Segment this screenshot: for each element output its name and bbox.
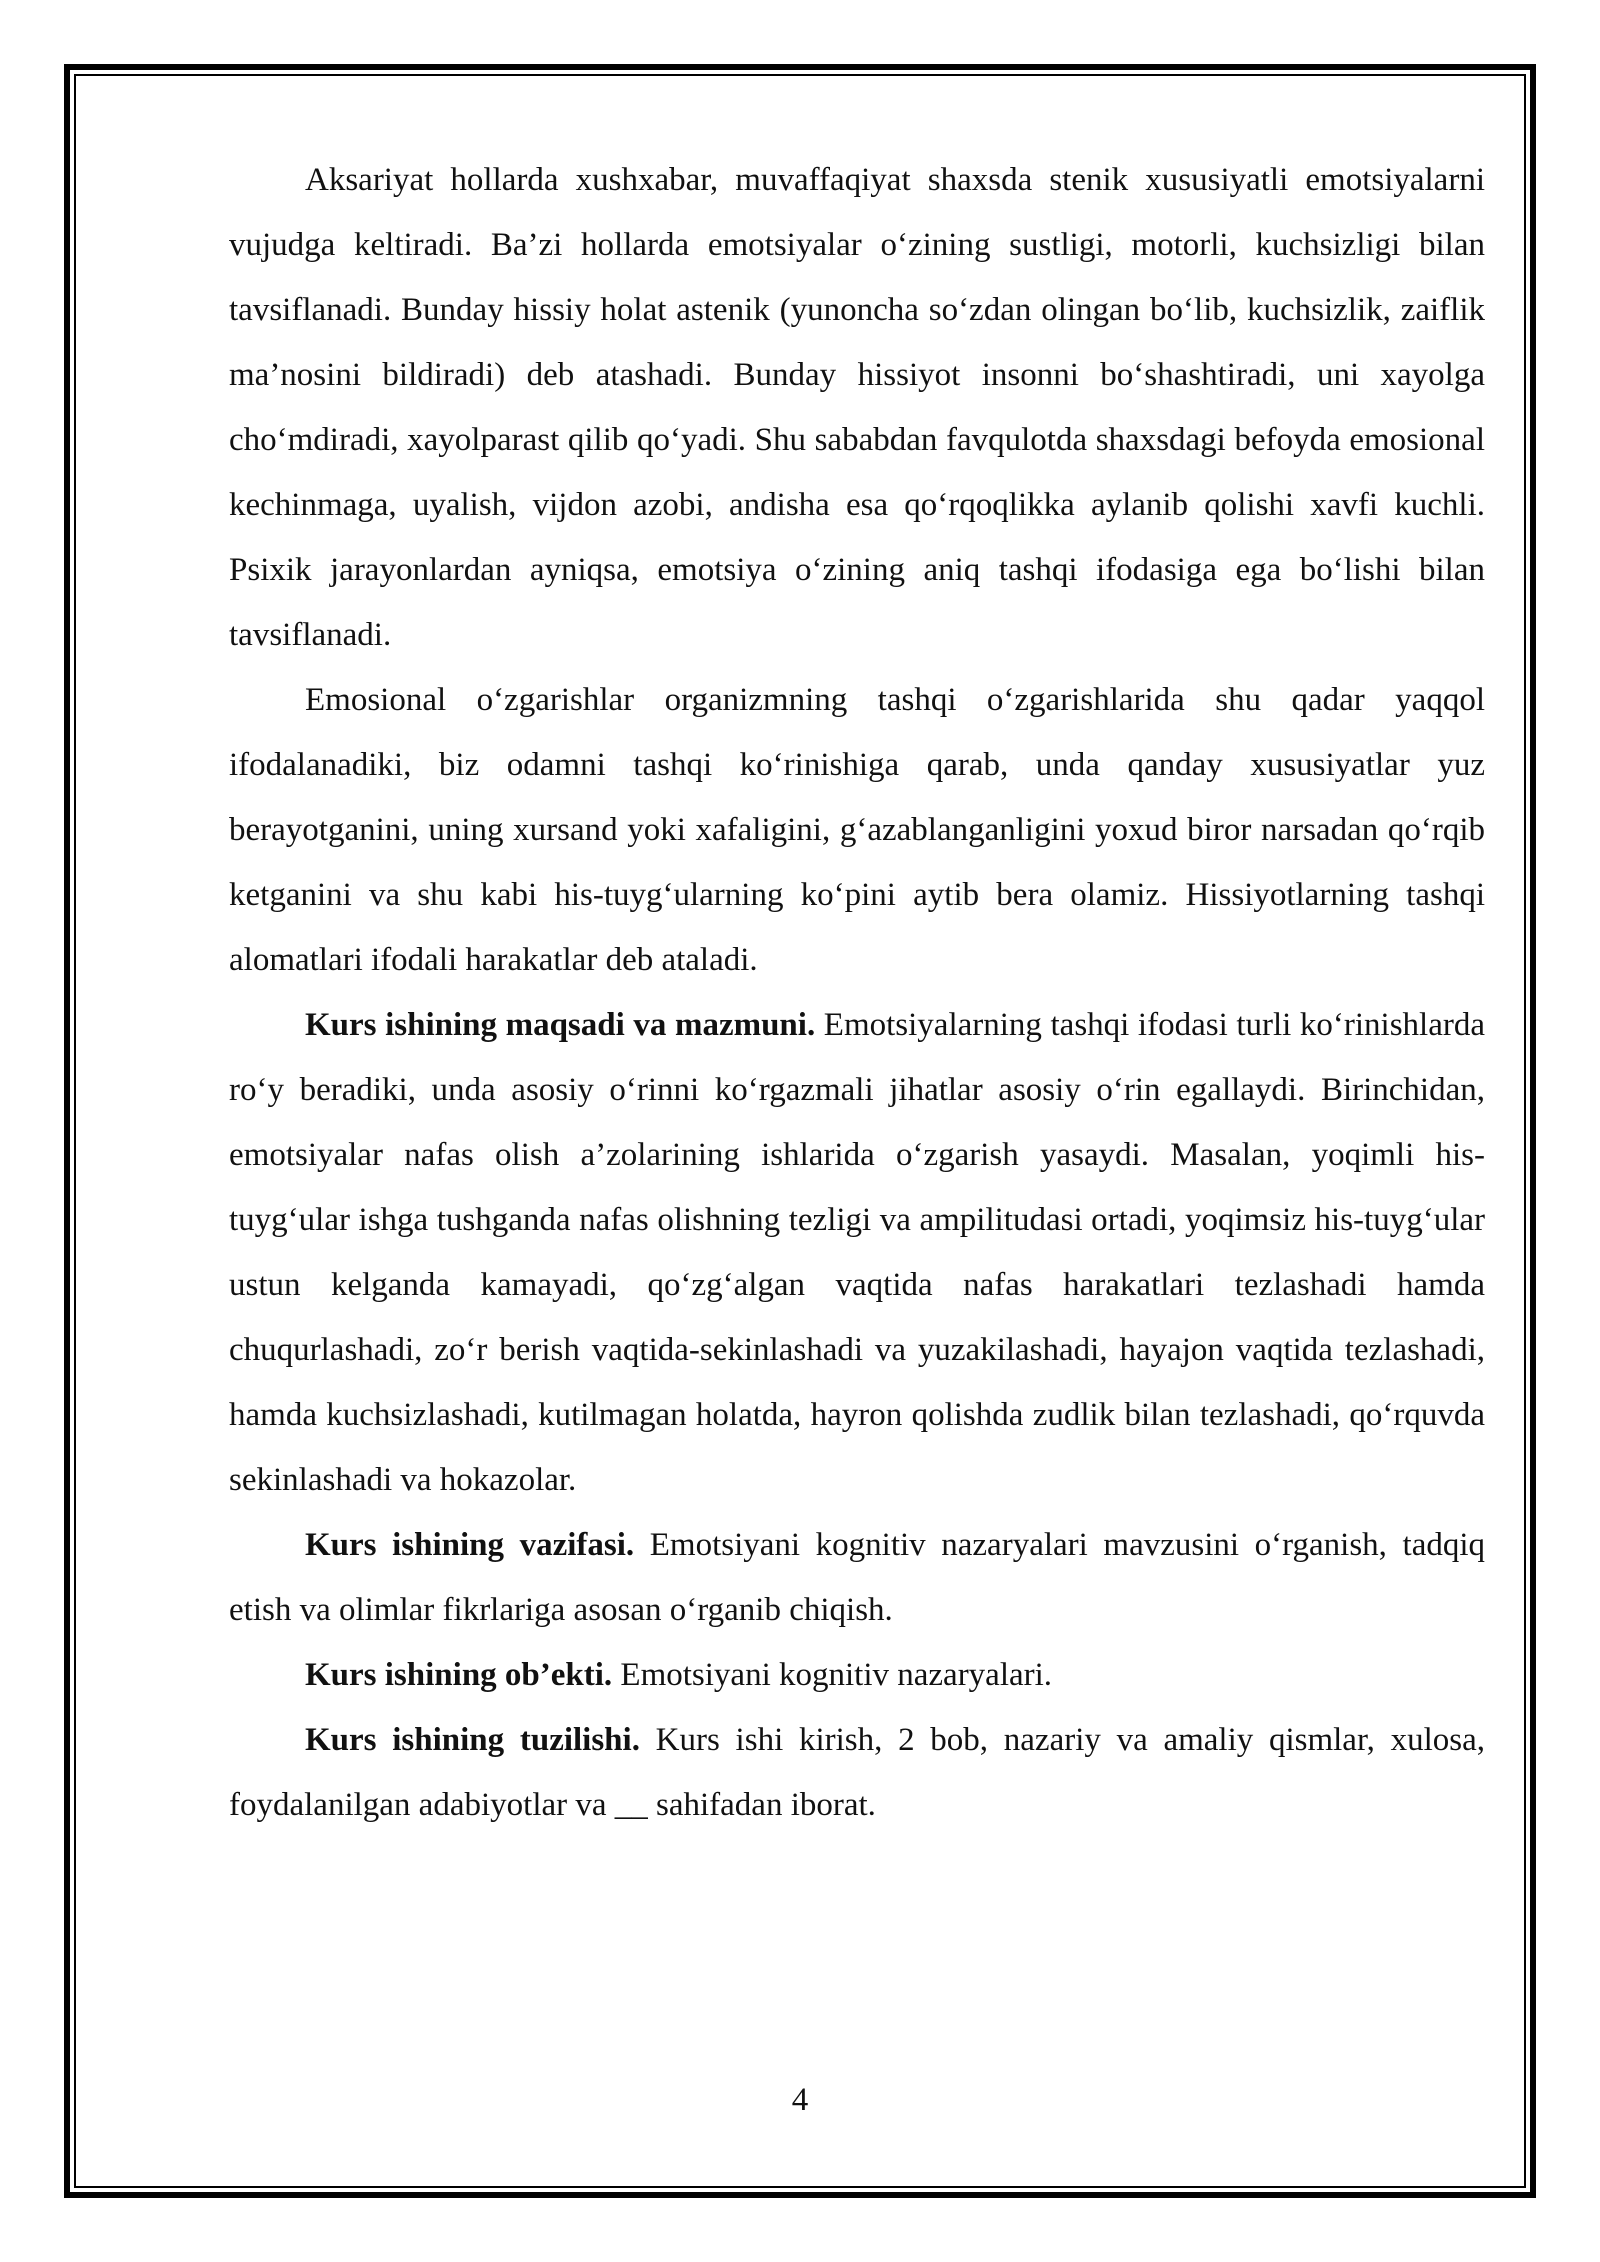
paragraph-text: Kurs ishi kirish, 2 bob, nazariy va amaliy qismlar, xulosa, foydalanilgan adabiyotlar va __ sahifadan iborat.	[229, 1722, 1485, 1823]
paragraph-text: Aksariyat hollarda xushxabar, muvaffaqiyat shaxsda stenik xususiyatli emotsiyalarni vujudga keltiradi. Ba’zi hollarda emotsiyalar o‘zining sustligi, motorli, kuchsizligi bilan tavsiflanadi. Bunday hissiy holat astenik (yunoncha so‘zdan olingan bo‘lib, kuchsizlik, zaiflik ma’nosini bildiradi) deb atashadi. Bunday hissiyot insonni bo‘shashtiradi, uni xayolga cho‘mdiradi, xayolparast qilib qo‘yadi. Shu sababdan favqulotda shaxsdagi befoyda emosional kechinmaga, uyalish, vijdon azobi, andisha esa qo‘rqoqlikka aylanib qolishi xavfi kuchli. Psixik jarayonlardan ayniqsa, emotsiya o‘zining aniq tashqi ifodasiga ega bo‘lishi bilan tavsiflanadi.	[229, 162, 1485, 653]
paragraph-lead-heading: Kurs ishining tuzilishi.	[305, 1722, 640, 1758]
paragraph-object	[229, 1643, 1485, 1708]
document-body	[229, 148, 1485, 1838]
paragraph-structure	[229, 1708, 1485, 1838]
paragraph-text: Emotsiyani kognitiv nazaryalari mavzusini o‘rganish, tadqiq etish va olimlar fikrlariga asosan o‘rganib chiqish.	[229, 1527, 1486, 1628]
paragraph-goal-and-content	[229, 993, 1485, 1513]
page-number: 4	[791, 2082, 809, 2118]
paragraph-text: Emotsiyani kognitiv nazaryalari.	[612, 1657, 1053, 1693]
paragraph-lead-heading: Kurs ishining ob’ekti.	[305, 1657, 613, 1693]
paragraph-lead-heading: Kurs ishining vazifasi.	[305, 1527, 635, 1563]
paragraph-task	[229, 1513, 1485, 1643]
paragraph-text: Emosional o‘zgarishlar organizmning tashqi o‘zgarishlarida shu qadar yaqqol ifodalanadiki, biz odamni tashqi ko‘rinishiga qarab, unda qanday xususiyatlar yuz berayotganini, uning xursand yoki xafaligini, g‘azablanganligini yoxud biror narsadan qo‘rqib ketganini va shu kabi his-tuyg‘ularning ko‘pini aytib bera olamiz. Hissiyotlarning tashqi alomatlari ifodali harakatlar deb ataladi.	[229, 682, 1485, 978]
paragraph-1	[229, 148, 1485, 668]
paragraph-2	[229, 668, 1485, 993]
paragraph-lead-heading: Kurs ishining maqsadi va mazmuni.	[305, 1007, 816, 1043]
paragraph-text: Emotsiyalarning tashqi ifodasi turli ko‘rinishlarda ro‘y beradiki, unda asosiy o‘rinni ko‘rgazmali jihatlar asosiy o‘rin egallaydi. Birinchidan, emotsiyalar nafas olish a’zolarining ishlarida o‘zgarish yasaydi. Masalan, yoqimli his-tuyg‘ular ishga tushganda nafas olishning tezligi va ampilitudasi ortadi, yoqimsiz his-tuyg‘ular ustun kelganda kamayadi, qo‘zg‘algan vaqtida nafas harakatlari tezlashadi hamda chuqurlashadi, zo‘r berish vaqtida-sekinlashadi va yuzakilashadi, hayajon vaqtida tezlashadi, hamda kuchsizlashadi, kutilmagan holatda, hayron qolishda zudlik bilan tezlashadi, qo‘rquvda sekinlashadi va hokazolar.	[229, 1007, 1486, 1498]
